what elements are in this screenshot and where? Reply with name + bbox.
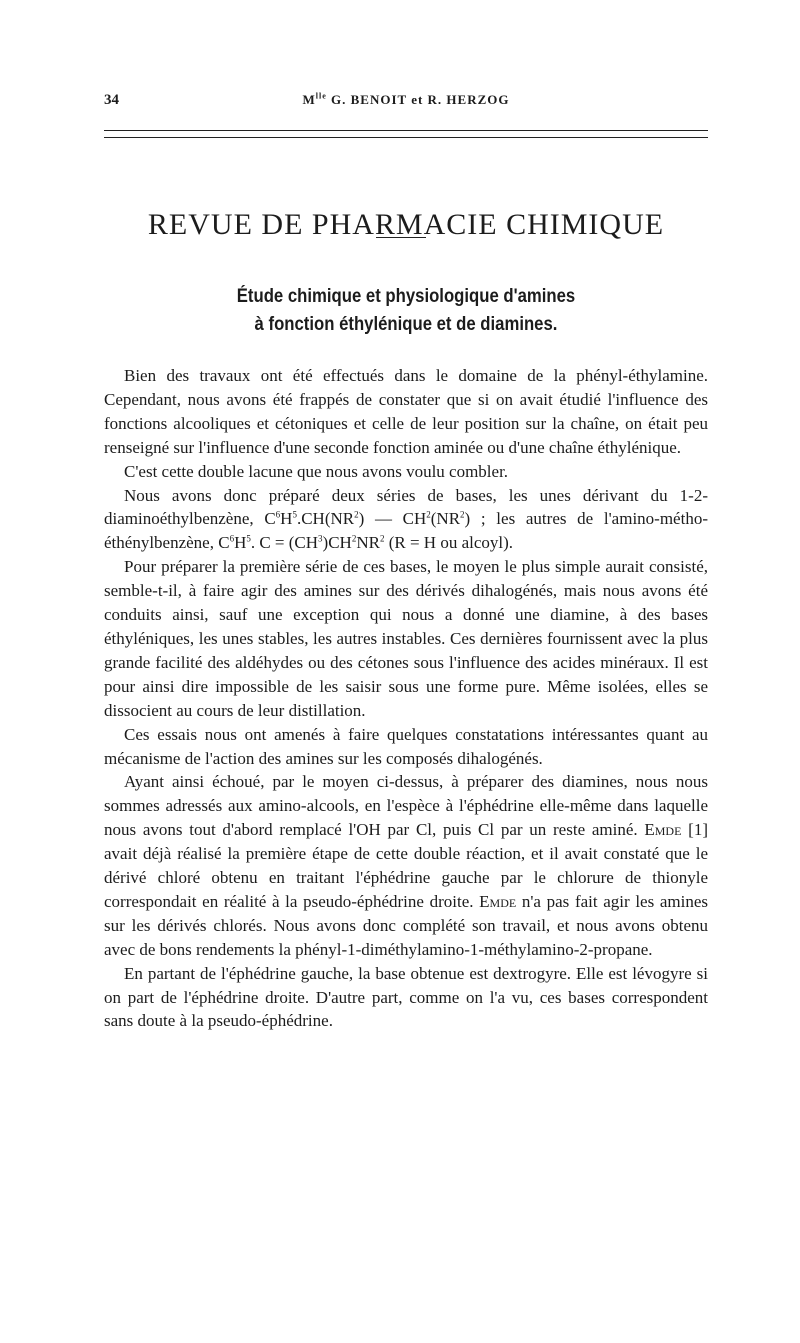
- p3-sup-2e: 2: [379, 533, 385, 544]
- p3-text-d: ) — CH: [358, 509, 427, 529]
- paragraph-1: Bien des travaux ont été effectués dans le domaine de la phényl-éthylamine. Cependant, nous avons été frappés de constater que si on avait étudié l'influence des fonctions alcooliques et cétoniques et celle de leur position sur la chaîne, on était peu renseigné sur l'influence d'une seconde fonction aminée ou d'une chaîne éthylénique.: [104, 366, 708, 457]
- p3-sup-3: 3: [318, 533, 323, 544]
- p3-text-a: Nous avons donc préparé deux séries de bases, les unes dérivant du 1-2-diaminoéthylbenzène, C: [104, 485, 708, 529]
- p3-sup-2c: 2: [460, 509, 465, 520]
- p3-sup-5b: 5: [246, 533, 251, 544]
- section-title: REVUE DE PHARMACIE CHIMIQUE: [147, 208, 665, 242]
- header-double-rule: [104, 130, 708, 138]
- p3-text-h: . C = (CH: [250, 533, 319, 553]
- p6-text-b: [1] avait déjà réalisé la première étape de cette double réaction, et il avait constaté que le dérivé chloré obtenu en traitant l'éphédrine gauche par le chlorure de thionyle correspondait en réalité à la pseudo-éphédrine droite.: [104, 820, 708, 911]
- authors-prefix: M: [302, 92, 316, 107]
- p3-text-k: (R = H ou alcoyl).: [384, 533, 514, 553]
- p3-text-b: H: [280, 509, 293, 529]
- paragraph-6: [104, 770, 708, 961]
- authors-sup: lle: [315, 91, 327, 101]
- p3-text-f: ) ; les autres de l'amino-métho-éthénylbenzène, C: [104, 509, 708, 553]
- article-title: [140, 283, 672, 339]
- p6-text-a: Ayant ainsi échoué, par le moyen ci-dessus, à préparer des diamines, nous nous sommes adressés aux amino-alcools, en l'espèce à l'éphédrine elle-même dans laquelle nous avons tout d'abord remplacé l'OH par Cl, puis Cl par un reste aminé.: [104, 772, 708, 840]
- p3-sup-2b: 2: [426, 509, 431, 520]
- p3-text-c: .CH(NR: [296, 509, 355, 529]
- author-name-emde: Emde: [644, 820, 682, 840]
- running-head-authors: [104, 92, 708, 108]
- article-title-line-1: Étude chimique et physiologique d'amines: [236, 286, 576, 307]
- paragraph-2: C'est cette double lacune que nous avons voulu combler.: [124, 461, 509, 481]
- paragraph-7: En partant de l'éphédrine gauche, la base obtenue est dextrogyre. Elle est lévogyre si on part de l'éphédrine droite. D'autre part, comme on l'a vu, ces bases correspondent sans doute à la pseudo-éphédrine.: [104, 963, 708, 1031]
- p3-sup-5a: 5: [292, 509, 297, 520]
- p3-text-i: )CH: [322, 533, 352, 553]
- p3-text-g: H: [234, 533, 247, 553]
- page-header: [104, 92, 708, 112]
- paragraph-3: [104, 484, 708, 556]
- paragraph-5: Ces essais nous ont amenés à faire quelques constatations intéressantes quant au mécanisme de l'action des amines sur les composés dihalogénés.: [104, 724, 708, 768]
- p3-text-e: (NR: [430, 509, 461, 529]
- paragraph-4: Pour préparer la première série de ces bases, le moyen le plus simple aurait consisté, semble-t-il, à faire agir des amines sur des dérivés dihalogénés, mais nous avons été conduits ainsi, sauf une exception qui nous a donné une diamine, à des bases éthyléniques, les unes stables, les autres instables. Ces dernières fournissent avec la plus grande facilité des aldéhydes ou des cétones sous l'influence des acides minéraux. Il est pour ainsi dire impossible de les saisir sous une forme pure. Même isolées, elles se dissocient au cours de leur distillation.: [104, 557, 708, 720]
- article-title-line-2: à fonction éthylénique et de diamines.: [254, 314, 558, 335]
- authors-rest: G. BENOIT et R. HERZOG: [326, 92, 510, 107]
- title-short-rule: [376, 237, 426, 238]
- p3-sup-2d: 2: [351, 533, 357, 544]
- p3-sup-6a: 6: [275, 509, 281, 520]
- author-name-emde-2: Emde: [479, 891, 517, 911]
- article-body: [104, 364, 708, 1033]
- p3-text-j: NR: [356, 533, 380, 553]
- p3-sup-6b: 6: [229, 533, 235, 544]
- p6-text-c: n'a pas fait agir les amines sur les dérivés chlorés. Nous avons donc complété son travail, et nous avons obtenu avec de bons rendements la phényl-1-diméthylamino-1-méthylamino-2-propane.: [104, 891, 709, 959]
- page-number: 34: [104, 92, 119, 108]
- p3-sup-2a: 2: [354, 509, 359, 520]
